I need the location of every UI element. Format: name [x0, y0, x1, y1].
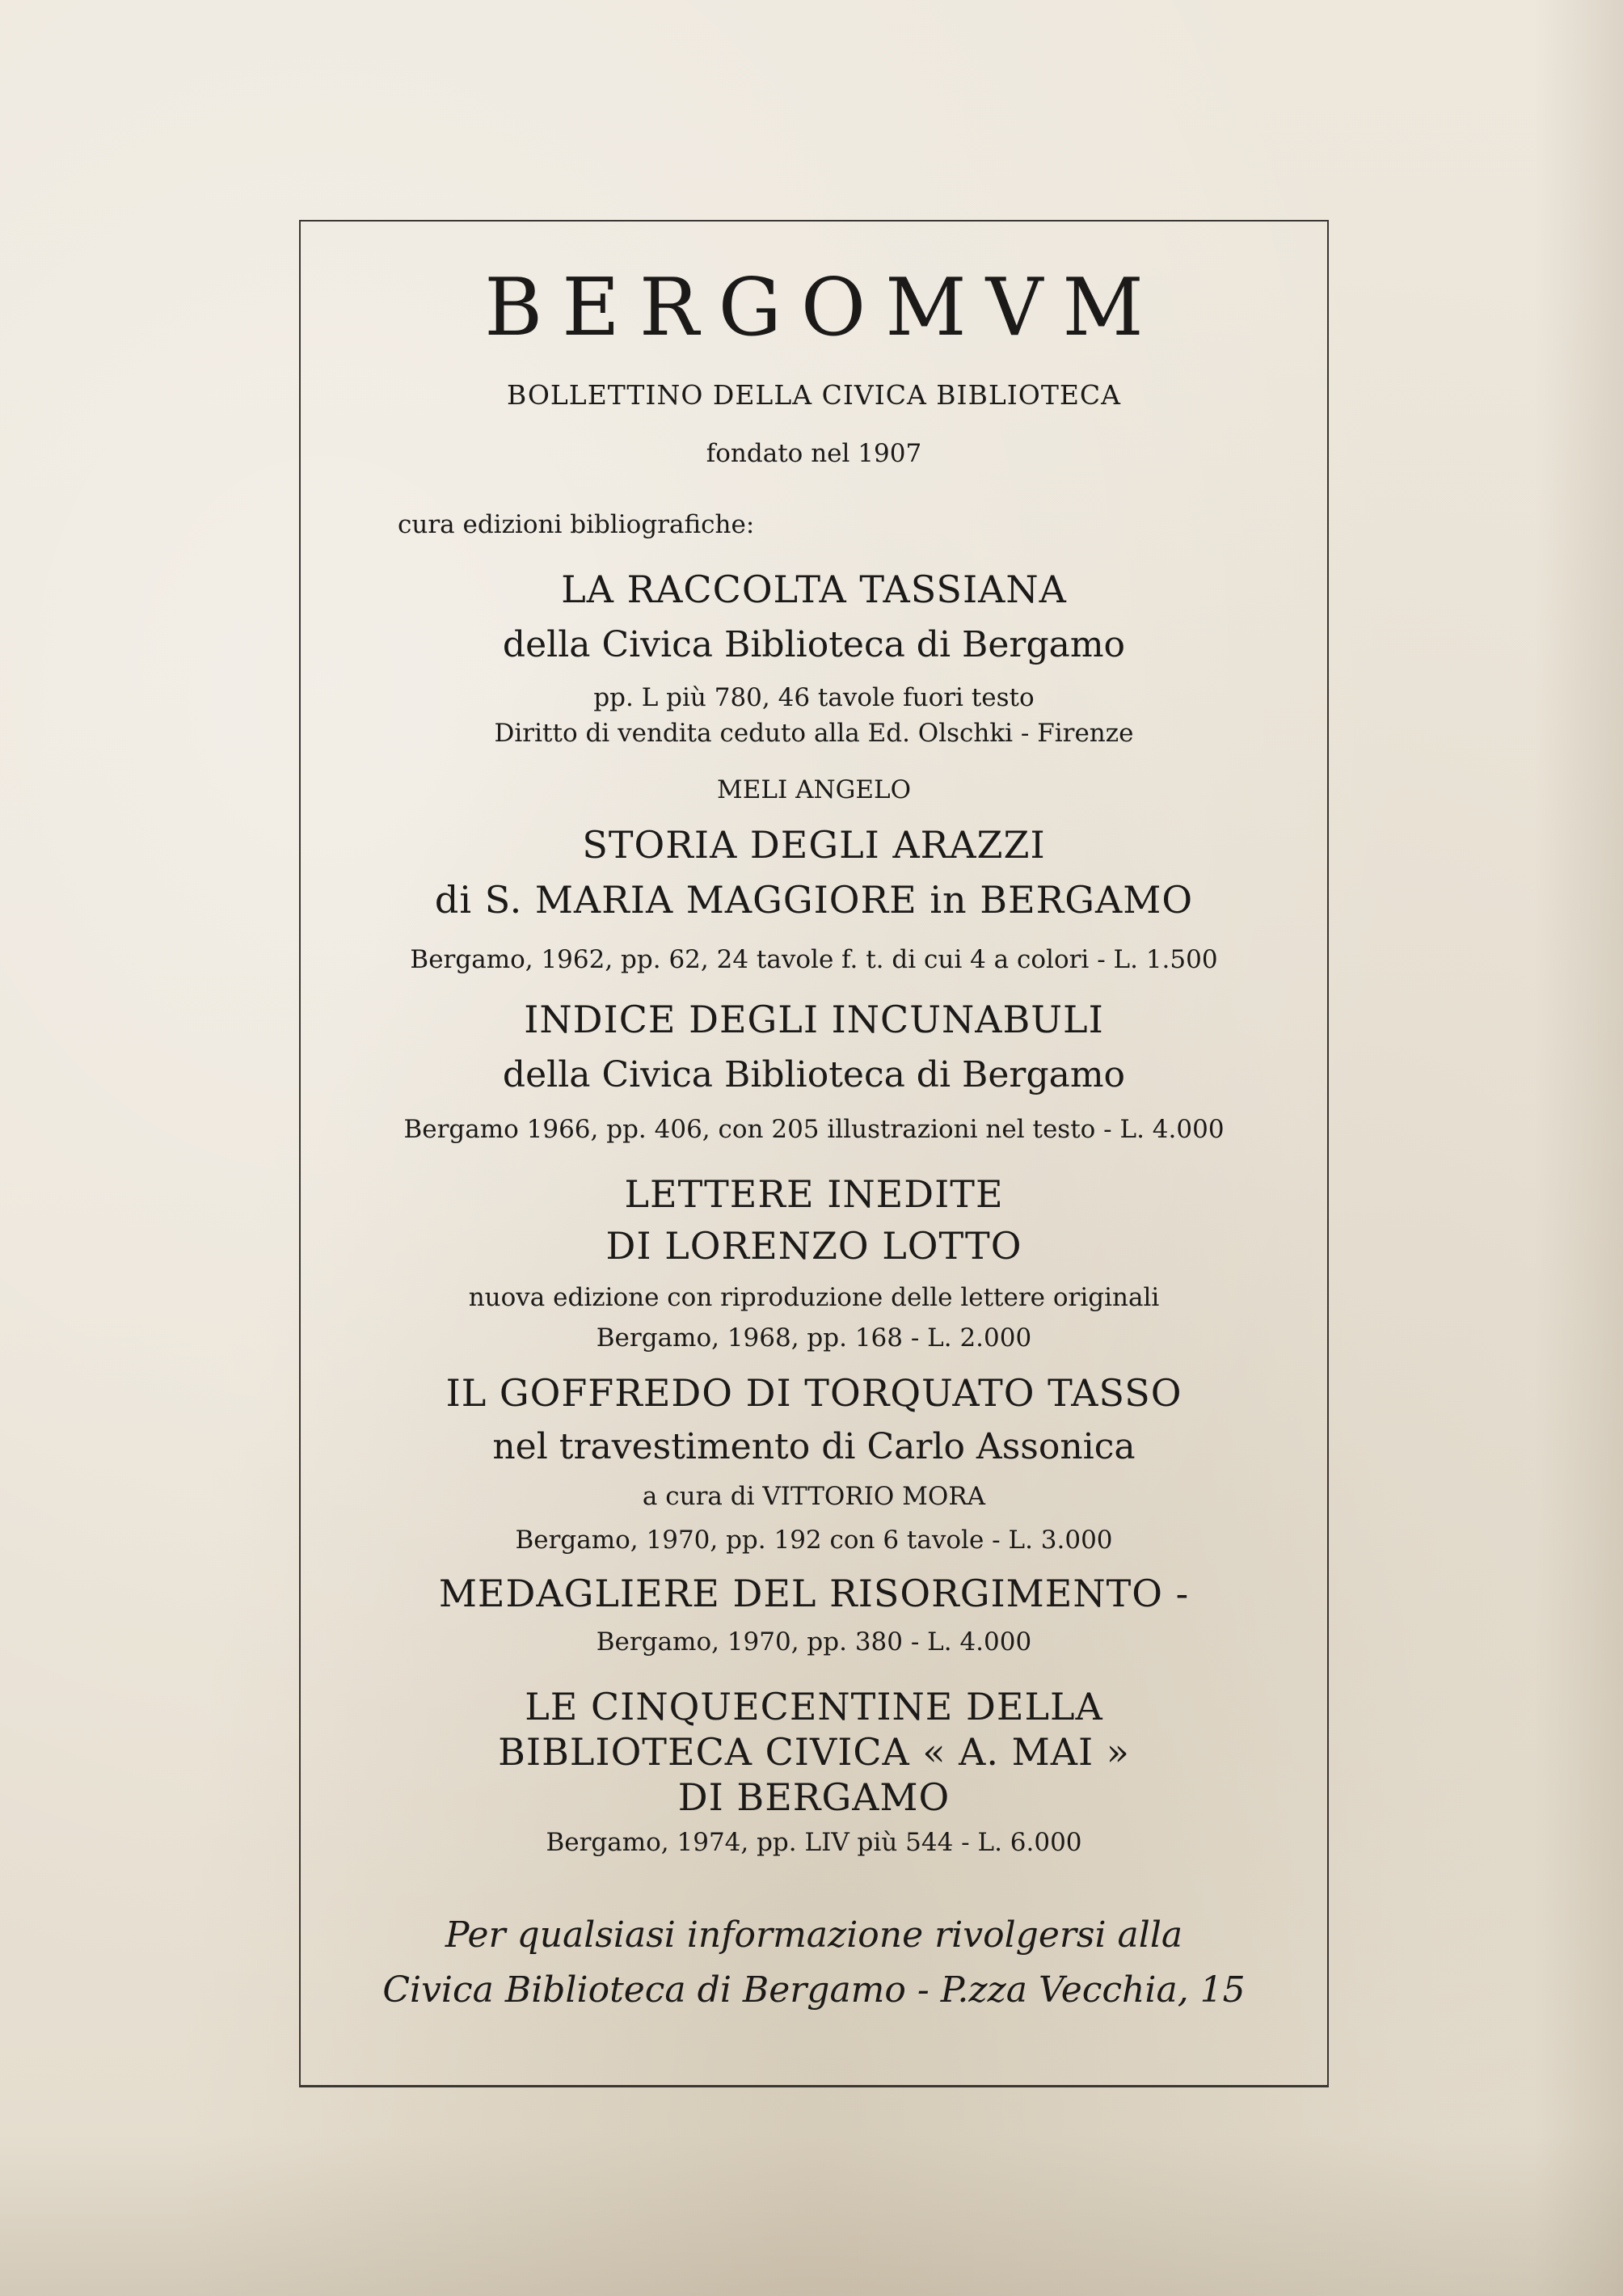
- publication-detail: nuova edizione con riproduzione delle lettere originali: [468, 1283, 1160, 1312]
- publication-detail: Bergamo, 1970, pp. 192 con 6 tavole - L. 3.000: [515, 1526, 1113, 1555]
- page-edge-shadow: [1534, 0, 1623, 2296]
- bulletin-subtitle: BOLLETTINO DELLA CIVICA BIBLIOTECA: [506, 379, 1122, 411]
- page-bottom-shadow: [0, 2134, 1623, 2296]
- publication-detail: Bergamo, 1970, pp. 380 - L. 4.000: [596, 1627, 1032, 1657]
- advertisement-frame: [299, 220, 1329, 2087]
- publication-subtitle: nel travestimento di Carlo Assonica: [492, 1426, 1136, 1467]
- publication-title: DI BERGAMO: [677, 1775, 951, 1819]
- publication-detail: Bergamo, 1974, pp. LIV più 544 - L. 6.000: [546, 1828, 1082, 1857]
- publication-subtitle: della Civica Biblioteca di Bergamo: [502, 1054, 1126, 1095]
- curated-label: cura edizioni bibliografiche:: [398, 510, 755, 539]
- publication-title: LA RACCOLTA TASSIANA: [561, 568, 1067, 611]
- publication-title: IL GOFFREDO DI TORQUATO TASSO: [445, 1371, 1182, 1415]
- publication-title: MEDAGLIERE DEL RISORGIMENTO -: [438, 1572, 1190, 1615]
- publication-title: BIBLIOTECA CIVICA « A. MAI »: [498, 1730, 1130, 1774]
- publication-detail: Bergamo 1966, pp. 406, con 205 illustrazioni nel testo - L. 4.000: [403, 1115, 1225, 1144]
- publication-title: INDICE DEGLI INCUNABULI: [524, 998, 1104, 1041]
- publication-detail: a cura di VITTORIO MORA: [642, 1482, 986, 1511]
- publication-detail: pp. L più 780, 46 tavole fuori testo: [593, 683, 1035, 712]
- masthead-title: BERGOMVM: [484, 262, 1163, 354]
- footer-line: Civica Biblioteca di Bergamo - P.zza Vecchia, 15: [382, 1969, 1246, 2011]
- publication-title: DI LORENZO LOTTO: [605, 1224, 1022, 1268]
- founded-line: fondato nel 1907: [706, 439, 922, 468]
- publication-title: LE CINQUECENTINE DELLA: [525, 1685, 1103, 1728]
- publication-detail: Bergamo, 1962, pp. 62, 24 tavole f. t. di cui 4 a colori - L. 1.500: [410, 945, 1218, 974]
- publication-subtitle: di S. MARIA MAGGIORE in BERGAMO: [434, 878, 1194, 922]
- publication-title: LETTERE INEDITE: [624, 1172, 1004, 1216]
- publication-detail: Diritto di vendita ceduto alla Ed. Olschki - Firenze: [494, 719, 1134, 748]
- publication-author: MELI ANGELO: [717, 775, 911, 804]
- publication-subtitle: della Civica Biblioteca di Bergamo: [502, 624, 1126, 665]
- footer-line: Per qualsiasi informazione rivolgersi alla: [445, 1914, 1183, 1956]
- publication-title: STORIA DEGLI ARAZZI: [582, 823, 1046, 867]
- publication-detail: Bergamo, 1968, pp. 168 - L. 2.000: [596, 1323, 1032, 1353]
